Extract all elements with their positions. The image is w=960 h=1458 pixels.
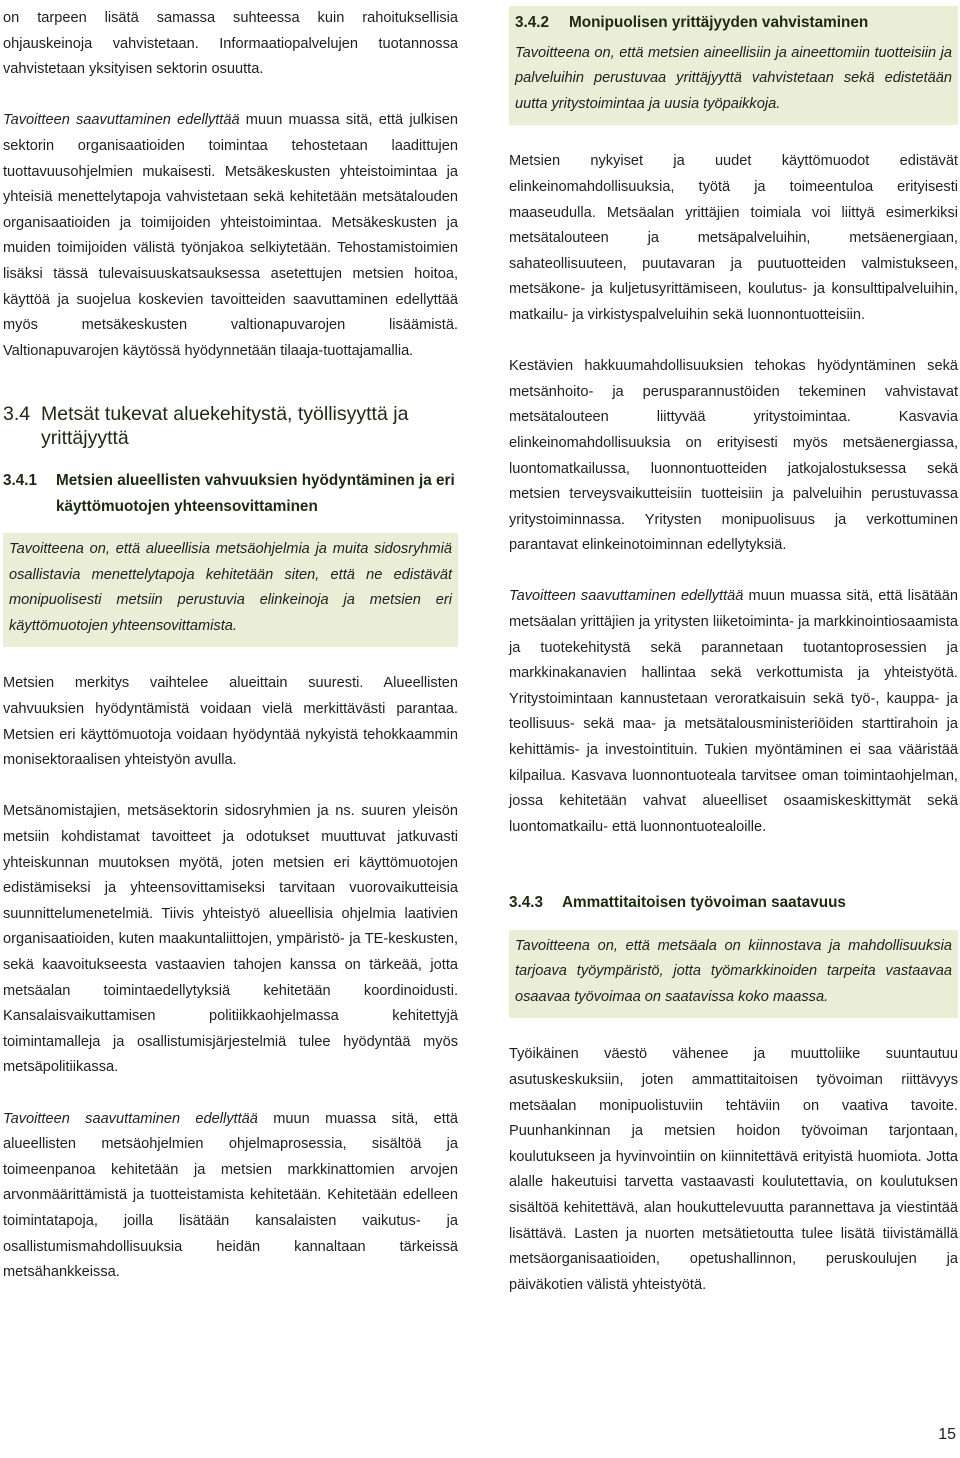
italic-lead: Tavoitteen saavuttaminen edellyttää xyxy=(509,588,744,605)
subsection-title: Monipuolisen yrittäjyyden vahvistaminen xyxy=(569,14,869,31)
page-number: 15 xyxy=(938,1426,956,1443)
paragraph-requirements xyxy=(3,1107,458,1286)
section-title: Metsät tukevat aluekehitystä, työllisyyttä ja yrittäjyyttä xyxy=(41,402,409,449)
paragraph-body: muun muassa sitä, että lisätään metsäalan yrittäjien ja yritysten liiketoiminta- ja markkinointiosaamista ja tuotekehitystä sekä parannetaan tuotantoprosessien ja markkinakanavien hallintaa sekä verkottumista ja yhteistyötä. Yritystoimintaan kannustetaan veroratkaisuin sekä työ-, kauppa- ja teollisuus- sekä maa- ja metsätalousministeriöiden starttirahoin ja kehittämis- ja investointituin. Tukien myöntäminen ei saa vääristää kilpailua. Kasvava luonnontuoteala tarvitsee oman toimintaohjelman, jossa kehitetään vahvat alueelliset osaamiskeskittymät sekä luontomatkailu- että luonnontuotealoille. xyxy=(509,588,958,835)
paragraph-public-sector xyxy=(3,108,458,364)
subsection-heading-3-4-2 xyxy=(515,10,952,36)
paragraph-requirements-entrepreneurship xyxy=(509,584,958,840)
subsection-title: Ammattitaitoisen työvoiman saatavuus xyxy=(562,894,846,911)
paragraph-intro: on tarpeen lisätä samassa suhteessa kuin rahoituksellisia ohjauskeinoja vahvistetaan. Informaatiopalvelujen tuotannossa vahvistetaan yksityisen sektorin osuutta. xyxy=(3,10,458,78)
subsection-heading-3-4-3 xyxy=(509,890,958,916)
paragraph-body: muun muassa sitä, että julkisen sektorin organisaatioiden toimintaa tehostetaan laadittujen tuottavuusohjelmien mukaisesti. Metsäkeskusten yhteistoimintaa ja yhteisiä menettelytapoja vahvistetaan sekä kehitetään metsätalouden organisaatioiden ja toimijoiden yhteistoimintaa. Metsäkeskusten ja muiden toimijoiden välistä työnjakoa selkiytetään. Tehostamistoimien lisäksi tässä tulevaisuuskatsauksessa asetettujen metsien hoitoa, käyttöä ja suojelua koskevien tavoitteiden saavuttaminen edellyttää myös metsäkeskusten valtionapuvarojen lisäämistä. Valtionapuvarojen käytössä hyödynnetään tilaaja-tuottajamallia. xyxy=(3,112,459,359)
paragraph-workforce: Työikäinen väestö vähenee ja muuttoliike suuntautuu asutuskeskuksiin, joten ammattitaitoisen työvoiman riittävyys metsäalan monipuolistuviin tehtäviin on vaativa tavoite. Puunhankinnan ja metsien hoidon työvoiman tarjontaan, koulutukseen ja hyvinvointiin on kiinnitettävä erityistä huomiota. Jotta alalle hakeutuisi tarvetta vastaavasti koulutettavia, on koulutuksen sisältöä kehitettävä, alan houkuttelevuutta parannettava ja viestintää lisättävä. Lasten ja nuorten metsätietoutta tulee lisätä tiivistämällä metsäorganisaatioiden, opetushallinnon, peruskoulujen ja päiväkotien välistä yhteistyötä. xyxy=(509,1046,958,1293)
italic-lead: Tavoitteen saavuttaminen edellyttää xyxy=(3,1110,258,1127)
subsection-heading-3-4-1 xyxy=(3,468,458,519)
goal-box-3-4-2 xyxy=(509,6,958,125)
italic-lead: Tavoitteen saavuttaminen edellyttää xyxy=(3,112,240,129)
subsection-number: 3.4.1 xyxy=(3,471,38,489)
goal-box xyxy=(3,533,458,647)
paragraph-stakeholders: Metsänomistajien, metsäsektorin sidosryhmien ja ns. suuren yleisön metsiin kohdistamat tavoitteet ja odotukset muuttuvat jatkuvasti yhteiskunnan muutoksen myötä, joten metsien eri käyttömuotojen edistämiseksi ja yhteensovittamiseksi tarvitaan vuorovaikutteisia suunnittelumenetelmiä. Tiivis yhteistyö alueellisia ohjelmia laativien organisaatioiden, kuten maakuntaliittojen, ympäristö- ja TE-keskusten, sekä kaavoitukseesta vastaavien tahojen kanssa on tärkeää, jotta metsäalan toimintaedellytyksiä kehitetään koordinoidusti. Kansalaisvaikuttamisen politiikkaohjelmassa kehitettyjä toimintamalleja ja osallistumisjärjestelmiä tulee hyödyntää myös metsäpolitiikassa. xyxy=(3,803,458,1076)
section-heading-3-4 xyxy=(3,402,458,450)
right-column xyxy=(509,6,958,1298)
subsection-number: 3.4.3 xyxy=(509,894,544,911)
paragraph-harvesting: Kestävien hakkuumahdollisuuksien tehokas hyödyntäminen sekä metsänhoito- ja perusparannustöiden tekeminen vahvistavat metsätalouteen liittyvää yritystoimintaa. Kasvavia elinkeinomahdollisuuksia on erityisesti myös metsäenergiassa, luontomatkailussa, luonnontuotteiden jatkojalostuksessa sekä metsien terveysvaikutteisiin tuotteisiin ja palveluihin perustuvassa yritystoiminnassa. Yritysten monipuolisuus ja verkottuminen parantavat elinkeinotoiminnan edellytyksiä. xyxy=(509,358,958,554)
paragraph-uses: Metsien nykyiset ja uudet käyttömuodot edistävät elinkeinomahdollisuuksia, työtä ja toimeentuloa erityisesti maaseudulla. Metsäalan yrittäjien toimiala voi liittyä esimerkiksi metsätalouteen ja metsäpalveluihin, metsäenergiaan, sahateollisuuteen, puutavaran ja puutuotteiden valmistukseen, metsäkone- ja kuljetusyrittämiseen, koulutus- ja konsulttipalveluihin, matkailu- ja virkistyspalveluihin sekä luonnontuotteisiin. xyxy=(509,153,958,323)
goal-text: Tavoitteena on, että metsäala on kiinnostava ja mahdollisuuksia tarjoava työympäristö, jotta työmarkkinoiden tarpeita vastaavaa osaavaa työvoimaa on saatavissa koko maassa. xyxy=(515,937,952,1005)
goal-text: Tavoitteena on, että alueellisia metsäohjelmia ja muita sidosryhmiä osallistavia menettelytapoja kehitetään siten, että ne edistävät monipuolisesti metsiin perustuvia elinkeinoja ja metsien eri käyttömuotojen yhteensovittamista. xyxy=(9,541,452,634)
paragraph-body: muun muassa sitä, että alueellisten metsäohjelmien ohjelmaprosessia, sisältöä ja toimeenpanoa kehitetään ja metsien markkinattomien arvojen arvonmäärittämistä ja tuotteistamista kehitetään. Kehitetään edelleen toimintatapoja, joilla lisätään kansalaisten vaikutus- ja osallistumismahdollisuuksia heidän kannaltaan tärkeissä metsähankkeissa. xyxy=(3,1110,458,1281)
subsection-title: Metsien alueellisten vahvuuksien hyödyntäminen ja eri käyttömuotojen yhteensovittaminen xyxy=(56,471,455,515)
left-column xyxy=(3,6,458,1286)
paragraph-regional: Metsien merkitys vaihtelee alueittain suuresti. Alueellisten vahvuuksien hyödyntämistä voidaan vielä merkittävästi parantaa. Metsien eri käyttömuotoja voidaan hyödyntää nykyistä tehokkaammin monisektoraalisen yhteistyön avulla. xyxy=(3,675,458,769)
goal-box-3-4-3 xyxy=(509,930,958,1019)
goal-text: Tavoitteena on, että metsien aineellisiin ja aineettomiin tuotteisiin ja palveluihin perustuvaa yrittäjyyttä vahvistetaan sekä edistetään uutta yritystoimintaa ja uusia työpaikkoja. xyxy=(515,44,952,112)
section-number: 3.4 xyxy=(3,402,31,425)
subsection-number: 3.4.2 xyxy=(515,14,550,31)
